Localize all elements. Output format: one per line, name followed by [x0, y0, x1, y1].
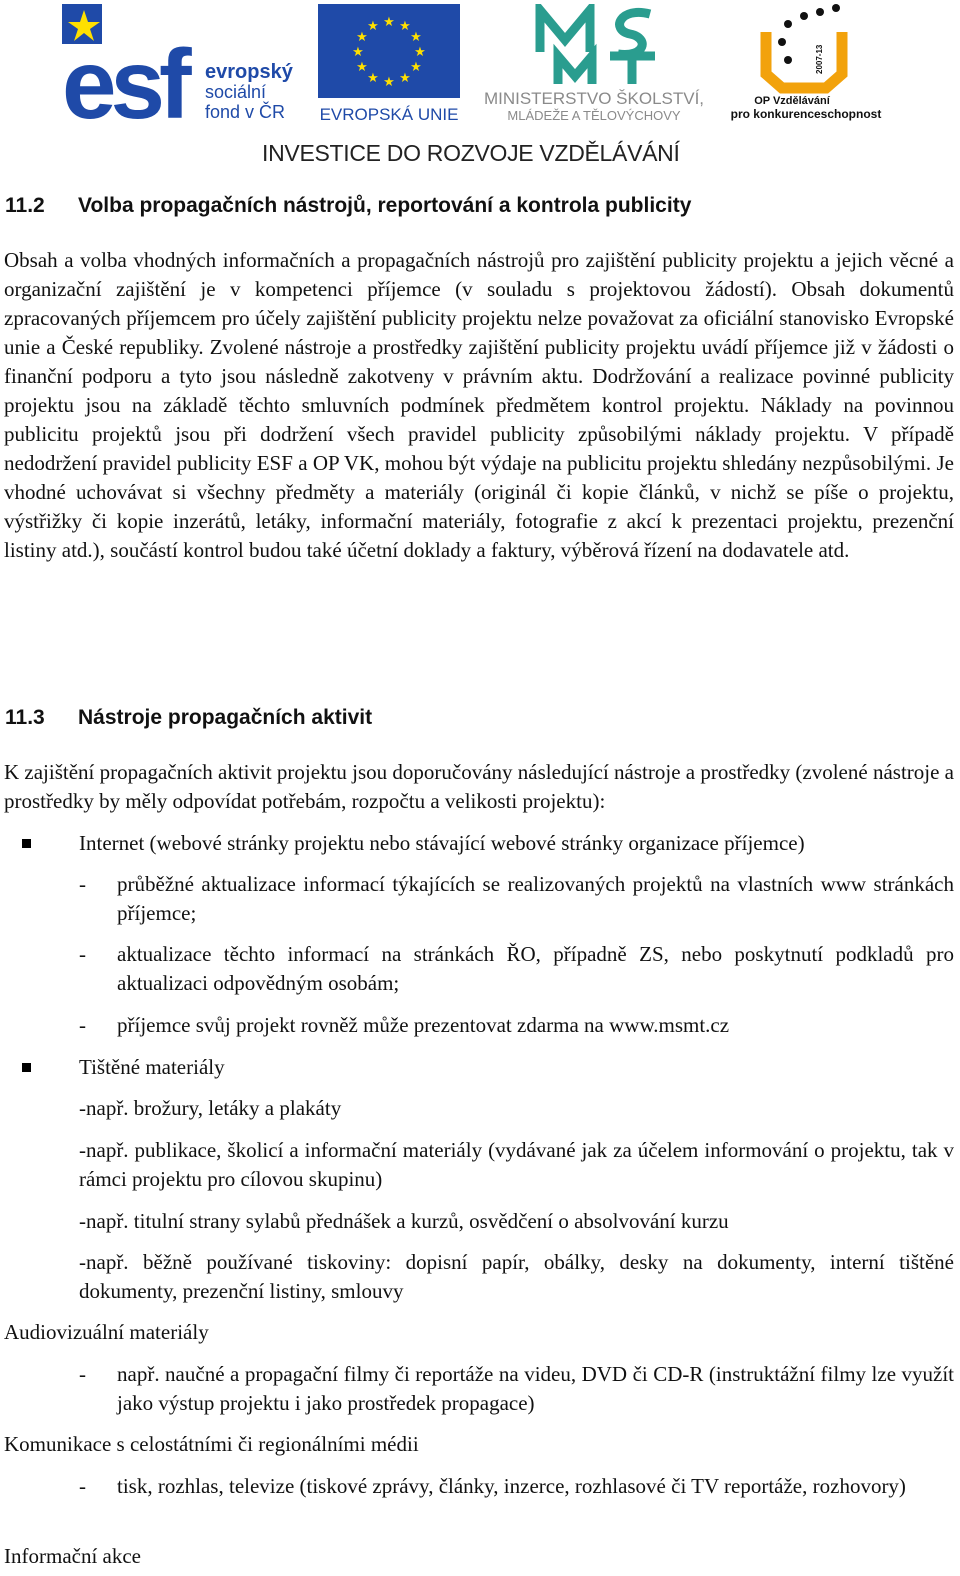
dash-marker: -	[79, 1362, 86, 1386]
dash-marker: -	[79, 1474, 86, 1498]
dash-marker: -	[79, 942, 86, 966]
svg-text:★: ★	[399, 71, 411, 86]
dash-marker: -	[79, 1013, 86, 1037]
op-vk-logo	[726, 4, 888, 124]
section-number: 11.3	[5, 706, 45, 729]
list-item-printed: Tištěné materiály	[79, 1055, 225, 1079]
svg-text:EVROPSKÁ UNIE: EVROPSKÁ UNIE	[319, 105, 459, 122]
investice-tagline: INVESTICE DO ROZVOJE VZDĚLÁVÁNÍ	[262, 140, 680, 166]
list-subitem: -např. běžně používané tiskoviny: dopisní papír, obálky, desky na dokumenty, interní tištěné dokumenty, prezenční listiny, smlouvy	[79, 1250, 954, 1303]
list-subitem: -např. publikace, školicí a informační materiály (vydávané jak za účelem informování o projektu, tak v rámci projektu pro cílovou skupinu)	[79, 1138, 954, 1191]
svg-text:★: ★	[410, 60, 422, 75]
square-bullet-icon	[22, 839, 31, 848]
list-subitem: aktualizace těchto informací na stránkách ŘO, případně ZS, nebo poskytnutí podkladů pro aktualizaci odpovědným osobám;	[117, 942, 954, 995]
section-11-2-heading	[5, 194, 691, 218]
msmt-logo	[470, 4, 718, 124]
svg-text:OP Vzdělávání: OP Vzdělávání	[754, 95, 830, 107]
svg-text:sociální: sociální	[205, 82, 267, 102]
list-item-internet: Internet (webové stránky projektu nebo stávající webové stránky organizace příjemce)	[79, 831, 805, 855]
dash-marker: -	[79, 872, 86, 896]
svg-text:evropský: evropský	[205, 61, 293, 83]
svg-text:★: ★	[352, 45, 364, 60]
svg-text:★: ★	[399, 19, 411, 34]
list-subitem: průběžné aktualizace informací týkajících se realizovaných projektů na vlastních www stránkách příjemce;	[117, 872, 954, 925]
section-11-3-intro: K zajištění propagačních aktivit projektu jsou doporučovány následující nástroje a prostředky (zvolené nástroje a prostředky by měly odpovídat potřebám, rozpočtu a velikosti projektu):	[4, 760, 954, 813]
list-heading-av: Audiovizuální materiály	[4, 1320, 209, 1344]
svg-text:fond v ČR: fond v ČR	[205, 102, 286, 122]
svg-text:★: ★	[367, 19, 379, 34]
section-11-2-paragraph: Obsah a volba vhodných informačních a propagačních nástrojů pro zajištění publicity projektu a jejich věcné a organizační zajištění je v kompetenci příjemce (v souladu s projektovou žádostí). Obsah dokumentů zpracovaných příjemcem pro účely zajištění publicity projektu nelze považovat za oficiální stanovisko Evropské unie a České republiky. Zvolené nástroje a prostředky zajištění publicity projektu uvádí příjemce již v žádosti o finanční podporu a tyto jsou následně zakotveny v právním aktu. Dodržování a realizace povinné publicity projektu jsou na základě těchto smluvních podmínek předmětem kontrol projektu. Náklady na povinnou publicitu projektů jsou při dodržení všech pravidel publicity způsobilými náklady projektu. V případě nedodržení pravidel publicity ESF a OP VK, mohou být výdaje na publicitu projektu shledány nezpůsobilými. Je vhodné uchovávat si všechny předměty a materiály (originál či kopie článků, v nichž se píše o projektu, výstřižky či kopie inzerátů, letáky, informační materiály, fotografie z akcí k prezentaci projektu, prezenční listiny atd.), součástí kontrol budou také účetní doklady a faktury, výběrová řízení na dodavatele atd.	[4, 248, 954, 562]
svg-text:★: ★	[356, 60, 368, 75]
svg-text:★: ★	[383, 15, 395, 30]
svg-text:MLÁDEŽE A TĚLOVÝCHOVY: MLÁDEŽE A TĚLOVÝCHOVY	[507, 108, 681, 123]
list-subitem: příjemce svůj projekt rovněž může prezentovat zdarma na www.msmt.cz	[117, 1013, 730, 1037]
list-subitem: -např. titulní strany sylabů přednášek a kurzů, osvědčení o absolvování kurzu	[79, 1209, 729, 1233]
list-subitem: -např. brožury, letáky a plakáty	[79, 1096, 342, 1120]
svg-text:★: ★	[356, 30, 368, 45]
square-bullet-icon	[22, 1063, 31, 1072]
section-title: Nástroje propagačních aktivit	[78, 706, 373, 729]
logo-header	[0, 0, 960, 175]
svg-text:pro konkurenceschopnost: pro konkurenceschopnost	[730, 107, 882, 121]
svg-text:MINISTERSTVO ŠKOLSTVÍ,: MINISTERSTVO ŠKOLSTVÍ,	[483, 89, 705, 108]
section-title: Volba propagačních nástrojů, reportování a kontrola publicity	[78, 194, 692, 217]
svg-text:★: ★	[410, 30, 422, 45]
svg-text:2007-13: 2007-13	[815, 44, 824, 74]
section-number: 11.2	[5, 194, 45, 217]
list-heading-events: Informační akce	[4, 1544, 142, 1568]
svg-text:★: ★	[383, 75, 395, 90]
list-subitem: tisk, rozhlas, televize (tiskové zprávy, články, inzerce, rozhlasové či TV reportáže, rozhovory)	[117, 1474, 906, 1498]
section-11-3-heading	[5, 706, 372, 730]
svg-text:★: ★	[367, 71, 379, 86]
svg-text:★: ★	[414, 45, 426, 60]
eu-flag-logo	[318, 4, 460, 122]
esf-logo	[62, 4, 306, 122]
list-subitem: např. naučné a propagační filmy či reportáže na videu, DVD či CD-R (instruktážní filmy lze využít jako výstup projektu i jako prostředek propagace)	[117, 1362, 954, 1415]
svg-text:esf: esf	[62, 29, 186, 122]
list-heading-media: Komunikace s celostátními či regionálními médii	[4, 1432, 419, 1456]
